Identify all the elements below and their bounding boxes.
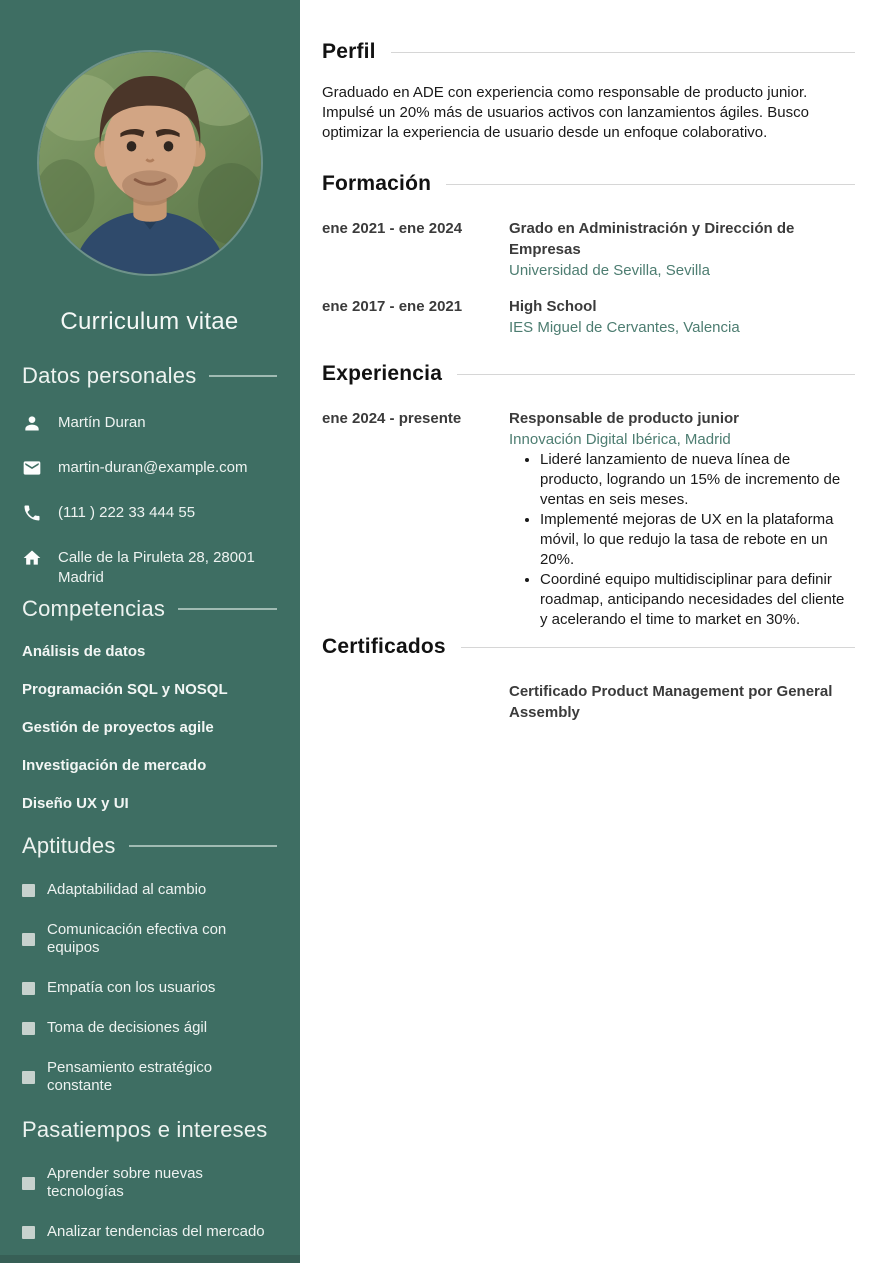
contact-email: martin-duran@example.com [58,459,248,476]
profile-photo [39,52,261,274]
personal-heading: Datos personales [22,363,197,388]
certificados-entries [322,681,855,723]
experiencia-heading: Experiencia [322,362,443,385]
skill-item: Gestión de proyectos agile [22,719,214,736]
contact-list [22,413,277,588]
entry-title: High School [509,298,597,315]
aptitude-item [22,1019,277,1037]
personal-section [22,363,277,588]
skill-item: Análisis de datos [22,643,146,660]
experience-bullets [509,450,855,630]
aptitudes-heading: Aptitudes [22,833,116,858]
aptitude-label: Adaptabilidad al cambio [47,881,207,898]
contact-phone: (111 ) 222 33 444 55 [58,504,196,521]
heading-rule [129,845,277,847]
experience-bullet: • Implementé mejoras de UX en la plataforma móvil, lo que redujo la tasa de rebote en un 20%. [540,510,855,570]
aptitudes-list [22,881,277,1095]
pasatiempos-heading: Pasatiempos e intereses [22,1117,268,1142]
pasatiempo-item [22,1223,277,1241]
heading-rule [178,608,277,610]
pasatiempo-label: Analizar tendencias del mercado [47,1223,265,1240]
cv-title: Curriculum vitae [60,308,239,335]
square-bullet-icon [22,982,35,995]
aptitude-label: Comunicación efectiva con equipos [47,921,227,956]
entry-date: ene 2021 - ene 2024 [322,220,463,237]
competencias-heading: Competencias [22,596,166,621]
contact-phone-row [22,503,277,523]
entry-date: ene 2024 - presente [322,410,462,427]
heading-rule [391,52,855,53]
perfil-text: Graduado en ADE con experiencia como responsable de producto junior. Impulsé un 20% más de usuarios activos con lanzamientos ágiles. Busco optimizar la experiencia de usuario desde un enfoque colaborativo. [322,84,809,141]
sidebar [0,0,300,1263]
square-bullet-icon [22,933,35,946]
pasatiempos-list [22,1165,277,1241]
square-bullet-icon [22,1226,35,1239]
certificados-heading: Certificados [322,635,446,658]
experience-entry [322,408,855,630]
skill-item: Programación SQL y NOSQL [22,681,228,698]
entry-institution: IES Miguel de Cervantes, Valencia [509,319,740,336]
profile-photo-illustration [39,52,261,274]
aptitude-item [22,1059,277,1095]
pasatiempo-label: Aprender sobre nuevas tecnologías [47,1165,203,1200]
entry-title: Responsable de producto junior [509,410,740,427]
experience-bullet: • Lideré lanzamiento de nueva línea de producto, logrando un 15% de incremento de ventas en seis meses. [540,450,855,510]
aptitude-label: Empatía con los usuarios [47,979,216,996]
email-icon [22,458,42,478]
perfil-section [322,40,855,143]
heading-rule [457,374,855,375]
contact-name: Martín Duran [58,414,146,431]
aptitude-label: Pensamiento estratégico constante [47,1059,213,1094]
skill-item: Diseño UX y UI [22,795,129,812]
entry-date: ene 2017 - ene 2021 [322,298,463,315]
heading-rule [461,647,855,648]
competencias-section [22,596,277,812]
experiencia-entries [322,408,855,630]
certificate-entry [322,681,855,723]
sidebar-footer-strip [0,1255,300,1263]
contact-address: Calle de la Piruleta 28, 28001 Madrid [58,549,255,586]
contact-name-row [22,413,277,433]
pasatiempos-section [22,1117,277,1241]
certificados-section [322,635,855,723]
heading-rule [446,184,855,185]
experiencia-section [322,362,855,630]
square-bullet-icon [22,884,35,897]
skill-item: Investigación de mercado [22,757,207,774]
experience-bullet: • Coordiné equipo multidisciplinar para definir roadmap, anticipando necesidades del cliente y acelerando el time to market en 30%. [540,570,855,630]
aptitude-item [22,921,277,957]
main-content [300,0,893,1263]
skill-list [22,643,277,812]
entry-institution: Universidad de Sevilla, Sevilla [509,262,710,279]
formacion-heading: Formación [322,172,432,195]
person-icon [22,413,42,433]
perfil-heading: Perfil [322,40,376,63]
square-bullet-icon [22,1022,35,1035]
aptitude-label: Toma de decisiones ágil [47,1019,208,1036]
formacion-section [322,172,855,338]
heading-rule [209,375,277,377]
entry-title: Certificado Product Management por General Assembly [509,683,833,721]
education-entry [322,218,855,281]
education-entry [322,296,855,338]
formacion-entries [322,218,855,338]
aptitudes-section [22,833,277,1095]
square-bullet-icon [22,1177,35,1190]
home-icon [22,548,42,568]
contact-email-row [22,458,277,478]
entry-date [322,681,509,723]
aptitude-item [22,881,277,899]
aptitude-item [22,979,277,997]
entry-company: Innovación Digital Ibérica, Madrid [509,431,731,448]
contact-address-row [22,548,277,588]
square-bullet-icon [22,1071,35,1084]
pasatiempo-item [22,1165,277,1201]
entry-title: Grado en Administración y Dirección de Empresas [509,220,795,258]
phone-icon [22,503,42,523]
